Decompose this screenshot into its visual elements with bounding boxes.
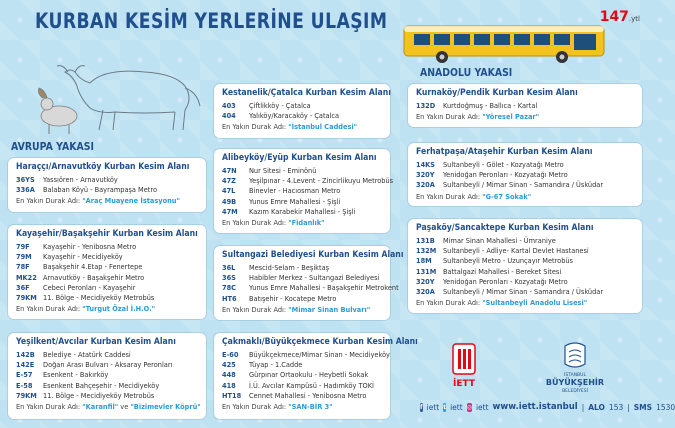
stop-label: En Yakın Durak Adı: xyxy=(416,192,481,201)
route-row xyxy=(16,252,200,262)
route-code: 79F xyxy=(16,243,30,251)
route-row xyxy=(222,263,384,273)
route-code: 336A xyxy=(16,186,35,195)
route-row xyxy=(416,287,636,297)
route-row xyxy=(416,170,636,180)
route-desc: Yalıköy/Karacaköy - Çatalca xyxy=(249,112,340,121)
nearest-stop xyxy=(416,192,636,202)
route-row xyxy=(16,293,200,303)
route-row xyxy=(416,236,636,246)
stop-value: "Mimar Sinan Bulvarı" xyxy=(288,305,371,314)
sms-number: 1530 xyxy=(656,402,675,412)
route-row xyxy=(16,381,200,391)
route-desc: Binevler - Hacıosman Metro xyxy=(249,187,341,196)
instagram-icon[interactable]: ◎ xyxy=(466,403,472,411)
card-title: Kayaşehir/Başakşehir Kurban Kesim Alanı xyxy=(16,229,198,239)
twitter-icon[interactable]: t xyxy=(443,403,447,411)
route-code: HT18 xyxy=(222,391,242,400)
page-title: KURBAN KESİM YERLERİNE ULAŞIM xyxy=(35,9,388,33)
route-desc: Belediye - Atatürk Caddesi xyxy=(43,351,131,359)
route-desc: Esenkent Bahçeşehir - Mecidiyeköy xyxy=(43,381,160,390)
route-code: HT6 xyxy=(222,294,237,303)
route-desc: Kayaşehir - Mecidiyeköy xyxy=(43,253,123,262)
route-row xyxy=(16,360,200,370)
stop-value: "Araç Muayene İstasyonu" xyxy=(82,197,180,206)
route-code: 131B xyxy=(416,237,435,245)
card-title: Kurnaköy/Pendik Kurban Kesim Alanı xyxy=(416,88,578,98)
ibb-logo-line3: BELEDİYESİ xyxy=(562,389,588,394)
route-desc: Çiftlikköy - Çatalca xyxy=(249,102,311,110)
stop-value: "Fidanlık" xyxy=(288,219,325,228)
route-code: 47L xyxy=(222,187,236,196)
footer-bar: f iett t iett ◎ iett www.iett.istanbul | ALO 153 | SMS 1530 xyxy=(420,402,675,412)
stop-label: En Yakın Durak Adı: xyxy=(416,299,481,308)
route-row xyxy=(222,381,384,391)
route-row xyxy=(222,294,384,304)
route-code: 36F xyxy=(16,283,30,292)
footer-logos xyxy=(425,340,630,398)
route-desc: Sultanbeyli / Mimar Sinan - Samandıra / Üsküdar xyxy=(443,181,604,190)
route-desc: Yassıören - Arnavutköy xyxy=(43,176,118,184)
nearest-stop xyxy=(16,196,200,206)
route-code: 79M xyxy=(16,253,32,262)
route-code: 448 xyxy=(222,371,236,380)
route-row xyxy=(16,262,200,272)
route-code: 14KS xyxy=(416,161,436,169)
route-desc: Battalgazi Mahallesi - Bereket Sitesi xyxy=(443,267,562,276)
stop-label: En Yakın Durak Adı: xyxy=(16,305,81,314)
nearest-stop xyxy=(416,298,636,308)
route-row xyxy=(16,175,200,185)
route-code: 47M xyxy=(222,207,238,216)
route-row xyxy=(222,391,384,401)
route-code: 132D xyxy=(416,102,436,110)
stop-label: En Yakın Durak Adı: xyxy=(222,123,287,132)
route-code: 79KM xyxy=(16,294,37,303)
route-row xyxy=(222,111,384,121)
route-desc: Kayaşehir - Yenibosna Metro xyxy=(43,243,137,251)
route-row xyxy=(222,186,384,196)
route-code: MK22 xyxy=(16,273,37,282)
route-desc: Kazım Karabekir Mahallesi - Şişli xyxy=(249,207,356,216)
stop-label: En Yakın Durak Adı: xyxy=(222,403,287,412)
route-row xyxy=(222,273,384,283)
route-row xyxy=(16,242,200,252)
social-handle: iett xyxy=(450,402,463,412)
route-desc: Batışehir - Kocatepe Metro xyxy=(249,294,337,303)
route-desc: Sultanbeyli / Mimar Sinan - Samandıra / Üsküdar xyxy=(443,288,604,297)
card-ferhatpasa xyxy=(408,143,642,206)
route-row xyxy=(222,176,394,186)
stop-label: En Yakın Durak Adı: xyxy=(222,305,287,314)
nearest-stop xyxy=(16,304,200,314)
route-desc: Cennet Mahallesi - Yenibosna Metro xyxy=(249,391,367,400)
route-code: 320A xyxy=(416,288,435,297)
card-kurnakoy xyxy=(408,84,642,127)
route-code: E-57 xyxy=(16,371,33,380)
route-code: 142B xyxy=(16,351,35,359)
website-link[interactable]: www.iett.istanbul xyxy=(492,402,578,412)
card-yesilkent xyxy=(8,333,206,419)
route-desc: Sultanbeyli - Gölet - Kozyatağı Metro xyxy=(443,161,564,169)
route-row xyxy=(16,185,200,195)
iett-logo xyxy=(453,344,476,389)
card-cakmakli xyxy=(214,333,418,419)
route-desc: 11. Bölge - Mecidiyeköy Metrobüs xyxy=(43,391,155,400)
route-desc: Gürpınar Ortaokulu - Heybetli Sokak xyxy=(249,371,369,380)
route-row xyxy=(16,370,200,380)
section-anatolia: ANADOLU YAKASI xyxy=(420,66,513,79)
route-desc: Yeşilpınar - 4.Levent - Zincirlikuyu Metrobüs xyxy=(249,177,394,186)
card-haracci xyxy=(8,158,206,212)
route-row xyxy=(416,256,636,266)
route-row xyxy=(416,101,636,111)
stop-label: En Yakın Durak Adı: xyxy=(16,403,81,412)
stop-value: "Karanfil" xyxy=(82,403,119,412)
route-desc: Cebeci Peronları - Kayaşehir xyxy=(43,283,136,292)
route-desc: Başakşehir 4.Etap - Fenertepe xyxy=(43,263,143,272)
route-code: 404 xyxy=(222,112,236,121)
nearest-stop xyxy=(222,218,384,228)
route-code: 418 xyxy=(222,381,236,390)
card-title: Haraççı/Arnavutköy Kurban Kesim Alanı xyxy=(16,162,190,172)
route-row xyxy=(16,350,200,360)
route-code: 78C xyxy=(222,284,237,293)
card-title: Sultangazi Belediyesi Kurban Kesim Alanı xyxy=(222,250,404,260)
card-title: Alibeyköy/Eyüp Kurban Kesim Alanı xyxy=(222,153,377,163)
route-code: E-60 xyxy=(222,351,239,359)
route-row xyxy=(416,267,636,277)
social-handle: iett xyxy=(475,402,489,412)
social-handle: iett xyxy=(426,402,440,412)
route-code: 47N xyxy=(222,167,237,175)
hotline-suffix: .ytl xyxy=(628,15,640,23)
route-code: 78F xyxy=(16,263,30,272)
stop-value: "SAN-BİR 3" xyxy=(288,403,333,412)
route-row xyxy=(416,246,636,256)
route-code: 18M xyxy=(416,257,432,266)
ibb-logo-line2: BÜYÜKŞEHİR xyxy=(545,378,605,387)
route-row xyxy=(222,350,390,360)
nearest-stop xyxy=(16,402,200,412)
route-desc: Yunus Emre Mahallesi - Başakşehir Metrokent xyxy=(249,284,399,293)
route-code: 132M xyxy=(416,247,437,256)
route-code: 36L xyxy=(222,264,236,272)
route-code: E-58 xyxy=(16,381,33,390)
alo-number: 153 xyxy=(608,402,624,412)
card-title: Yeşilkent/Avcılar Kurban Kesim Alanı xyxy=(16,337,176,347)
stop-value: "İstanbul Caddesi" xyxy=(288,123,358,132)
nearest-stop xyxy=(222,122,384,132)
card-kayasehir xyxy=(8,225,206,319)
route-row xyxy=(416,180,636,190)
stop-label: En Yakın Durak Adı: xyxy=(16,197,81,206)
stop-value: "Turgut Özal İ.H.O." xyxy=(82,305,156,314)
hotline-number: 147 xyxy=(599,9,629,25)
card-pasakoy xyxy=(408,219,642,313)
card-title: Paşaköy/Sancaktepe Kurban Kesim Alanı xyxy=(416,223,594,233)
card-alibeykoy xyxy=(214,149,394,233)
route-desc: Yenidoğan Peronları - Kozyatağı Metro xyxy=(443,277,568,286)
route-code: 425 xyxy=(222,361,236,370)
nearest-stop xyxy=(416,112,636,122)
route-desc: Büyükçekmece/Mimar Sinan - Mecidiyeköy xyxy=(249,351,390,359)
route-row xyxy=(16,391,200,401)
route-code: 320Y xyxy=(416,277,435,286)
route-code: 47Z xyxy=(222,177,236,186)
route-desc: Sultanbeyli - Adliye- Kartal Devlet Hastanesi xyxy=(443,247,589,256)
route-row xyxy=(222,370,384,380)
route-row xyxy=(416,277,636,287)
stop-label: En Yakın Durak Adı: xyxy=(222,219,287,228)
stop-label: En Yakın Durak Adı: xyxy=(416,113,481,122)
route-row xyxy=(16,283,200,293)
route-code: 403 xyxy=(222,102,236,110)
route-desc: Yunus Emre Mahallesi - Şişli xyxy=(249,197,341,206)
card-sultangazi xyxy=(214,246,404,320)
stop-value: "Yöresel Pazar" xyxy=(482,113,540,122)
stop-value: "Bizimevler Köprü" xyxy=(130,403,201,412)
route-desc: Habibler Merkez - Sultangazi Belediyesi xyxy=(249,274,380,283)
route-desc: Kurtdoğmuş - Ballıca - Kartal xyxy=(443,102,538,110)
route-code: 320A xyxy=(416,181,435,190)
nearest-stop xyxy=(222,402,384,412)
route-desc: Esenkent - Bakırköy xyxy=(43,371,109,380)
section-europe: AVRUPA YAKASI xyxy=(11,140,94,153)
stop-join: ve xyxy=(120,403,129,412)
bus-icon xyxy=(402,20,607,68)
iett-logo-text: İETT xyxy=(453,379,475,389)
route-row xyxy=(222,283,399,293)
route-row xyxy=(222,360,384,370)
sms-label: SMS xyxy=(633,402,653,412)
route-desc: Mescid-Selam - Beşiktaş xyxy=(249,264,330,272)
route-desc: Balaban Köyü - Bayrampaşa Metro xyxy=(43,186,157,195)
route-desc: Mimar Sinan Mahallesi - Ümraniye xyxy=(443,237,556,245)
cattle-illustration xyxy=(35,58,205,138)
route-desc: Yenidoğan Peronları - Kozyatağı Metro xyxy=(443,171,568,180)
route-row xyxy=(222,101,384,111)
route-row xyxy=(416,160,636,170)
card-title: Çakmaklı/Büyükçekmece Kurban Kesim Alanı xyxy=(222,337,418,347)
route-desc: Doğan Arası Bulvarı - Aksaray Peronları xyxy=(43,361,173,370)
route-desc: Sultanbeyli Metro - Uzunçayır Metrobüs xyxy=(443,257,573,266)
route-desc: 11. Bölge - Mecidiyeköy Metrobüs xyxy=(43,294,155,303)
route-desc: Tüyap - 1.Cadde xyxy=(249,361,303,370)
ibb-logo-line1: İSTANBUL xyxy=(564,373,586,378)
route-row xyxy=(222,166,384,176)
route-code: 131M xyxy=(416,267,437,276)
card-kestanelik xyxy=(214,84,390,138)
route-code: 36S xyxy=(222,274,236,283)
route-code: 142E xyxy=(16,361,35,370)
facebook-icon[interactable]: f xyxy=(420,403,423,411)
alo-label: ALO xyxy=(588,402,605,412)
card-title: Ferhatpaşa/Ataşehir Kurban Kesim Alanı xyxy=(416,147,593,157)
stop-value: "Sultanbeyli Anadolu Lisesi" xyxy=(482,299,588,308)
route-desc: Nur Sitesi - Eminönü xyxy=(249,167,317,175)
route-row xyxy=(222,197,384,207)
route-desc: Arnavutköy - Başakşehir Metro xyxy=(43,273,145,282)
route-code: 36YS xyxy=(16,176,35,184)
stop-value: "G-67 Sokak" xyxy=(482,192,532,201)
route-code: 49B xyxy=(222,197,237,206)
ibb-logo xyxy=(546,343,604,394)
nearest-stop xyxy=(222,305,384,315)
card-title: Kestanelik/Çatalca Kurban Kesim Alanı xyxy=(222,88,391,98)
route-row xyxy=(16,273,200,283)
route-row xyxy=(222,207,384,217)
route-code: 79KM xyxy=(16,391,37,400)
route-desc: İ.Ü. Avcılar Kampüsü - Hadımköy TOKİ xyxy=(249,381,374,390)
route-code: 320Y xyxy=(416,171,435,180)
